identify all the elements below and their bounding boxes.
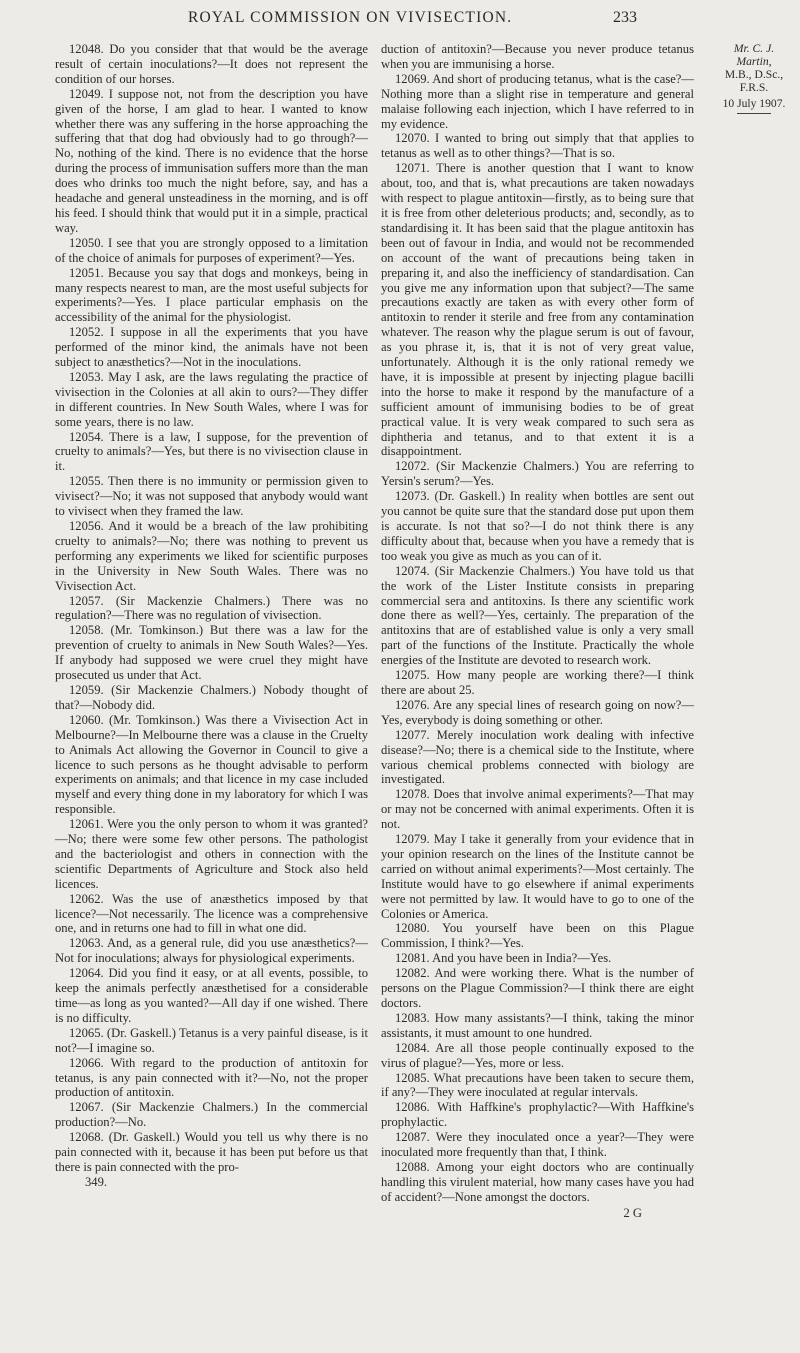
evidence-paragraph: 12081. And you have been in India?—Yes. [395,951,612,966]
witness-sidenote [712,42,796,114]
evidence-paragraph: 12062. Was the use of anæsthetics imposed by that licence?—Not necessarily. The licence was a comprehensive one, and in returns one had to fill in what one did. [55,891,368,936]
evidence-paragraph: 12060. (Mr. Tomkinson.) Was there a Vivisection Act in Melbourne?—In Melbourne there was a clause in the Cruelty to Animals Act allowing the Governor in Council to give a licence to such persons as he thought advisable to perform experiments on animals; and that licence in my case included myself and every thing done in my laboratory for which I was responsible. [55,712,368,817]
evidence-paragraph: 12087. Were they inoculated once a year?—They were inoculated more frequently than that, I think. [381,1130,694,1160]
evidence-paragraph: 12075. How many people are working there?—I think there are about 25. [381,668,694,697]
evidence-paragraph: 12070. I wanted to bring out simply that that applies to tetanus as well as to other things?—That is so. [381,131,694,161]
evidence-paragraph: 12061. Were you the only person to whom it was granted?—No; there were some few other persons. The pathologist and the bacteriologist and others in connection with the scientific Departments of Agriculture and Stock also held licences. [55,817,368,891]
evidence-paragraph: 12077. Merely inoculation work dealing with infective disease?—No; there is a chemical side to the Institute, where various chemical problems connected with biology are investigated. [381,727,694,787]
evidence-paragraph: 12068. (Dr. Gaskell.) Would you tell us why there is no pain connected with it, because it has been put before us that there is pain connected with the pro- [55,1130,368,1174]
evidence-paragraph: 12083. How many assistants?—I think, taking the minor assistants, it must amount to one hundred. [381,1010,694,1040]
evidence-paragraph: 12085. What precautions have been taken to secure them, if any?—They were inoculated at regular intervals. [381,1070,694,1100]
evidence-paragraph: 12079. May I take it generally from your evidence that in your opinion research on the lines of the Institute cannot be carried on without animal experiments?—Most certainly. The Institute would have to go elsewhere if animal experiments were not permitted by law. It would have to go to one of the Colonies or America. [381,832,694,921]
evidence-paragraph: 12078. Does that involve animal experiments?—That may or may not be concerned with animal experiments. Often it is not. [381,787,694,832]
evidence-paragraph: 12055. Then there is no immunity or permission given to vivisect?—No; it was not supposed that anybody would want to vivisect when they framed the law. [55,474,368,519]
evidence-paragraph: duction of antitoxin?—Because you never produce tetanus when you are immunising a horse. [381,42,694,71]
running-title: ROYAL COMMISSION ON VIVISECTION. [188,9,513,26]
witness-name-line1: Mr. C. J. [733,42,775,55]
witness-degrees-line2: F.R.S. [739,81,769,94]
evidence-paragraph: 12051. Because you say that dogs and monkeys, being in many respects nearest to man, are the most useful subjects for experiments?—Yes. I place particular emphasis on the accessibility of the animal for the physiologist. [55,265,368,325]
witness-degrees-line1: M.B., D.Sc., [724,68,784,81]
evidence-paragraph: 12065. (Dr. Gaskell.) Tetanus is a very painful disease, is it not?—I imagine so. [55,1025,368,1055]
evidence-paragraph: 12054. There is a law, I suppose, for the prevention of cruelty to animals?—Yes, but there is no vivisection clause in it. [55,429,368,474]
evidence-paragraph: 12084. Are all those people continually exposed to the virus of plague?—Yes, more or less. [381,1040,694,1070]
hearing-date: 10 July 1907. [722,97,786,110]
evidence-paragraph: 12049. I suppose not, not from the description you have given of the horse, I am glad to hear. I wanted to know whether there was any suffering in the horse approaching the suffering that that dog had obviously had to go through?—No, nothing of the kind. There is no evidence that the horse during the process of immunisation suffers more than the man does who drinks too much the night before, say, and has a headache and general unsteadiness in the morning, and is off his feed. I should think that would put it in a simple, practical way. [55,86,368,235]
evidence-paragraph: 12050. I see that you are strongly opposed to a limitation of the choice of animals for purposes of experiment?—Yes. [55,235,368,265]
evidence-paragraph: 12053. May I ask, are the laws regulating the practice of vivisection in the Colonies at all akin to ours?—They differ in different countries. In New South Wales, where I was for some years, there is no law. [55,369,368,429]
evidence-paragraph: 12076. Are any special lines of research going on now?—Yes, everybody is doing something or other. [381,697,694,727]
evidence-paragraph: 12069. And short of producing tetanus, what is the case?—Nothing more than a slight rise in temperature and general malaise following each injection, which I have referred to in my evidence. [381,71,694,131]
evidence-paragraph: 12073. (Dr. Gaskell.) In reality when bottles are sent out you cannot be quite sure that the standard dose put upon them is accurate. Is not that so?—I do not think there is any difficulty about that, because when you have a remedy that is too weak you give as much as you can of it. [381,489,694,563]
evidence-paragraph: 12057. (Sir Mackenzie Chalmers.) There was no regulation?—There was no regulation of vivisection. [55,593,368,623]
evidence-paragraph: 12082. And were working there. What is the number of persons on the Plague Commission?—I think there are eight doctors. [381,966,694,1010]
evidence-paragraph: 12088. Among your eight doctors who are continually handling this virulent material, how many cases have you had of accident?—None amongst the doctors. [381,1159,694,1204]
evidence-paragraph: 12086. With Haffkine's prophylactic?—With Haffkine's prophylactic. [381,1100,694,1130]
evidence-paragraph: 12072. (Sir Mackenzie Chalmers.) You are referring to Yersin's serum?—Yes. [381,459,694,489]
evidence-paragraph: 12059. (Sir Mackenzie Chalmers.) Nobody thought of that?—Nobody did. [55,682,368,712]
evidence-paragraph: 12067. (Sir Mackenzie Chalmers.) In the commercial production?—No. [55,1100,368,1130]
page-number: 233 [613,9,637,26]
page-header [0,9,800,33]
evidence-paragraph: 12064. Did you find it easy, or at all events, possible, to keep the animals perfectly anæsthetised for a considerable time—as long as you wanted?—All day if one wished. There is no difficulty. [55,966,368,1025]
evidence-paragraph: 12058. (Mr. Tomkinson.) But there was a law for the prevention of cruelty to animals in New South Wales?—Yes. If anybody had supposed we were cruel they might have prosecuted us under that Act. [55,623,368,683]
evidence-paragraph: 12048. Do you consider that that would be the average result of certain inoculations?—It does not represent the condition of our horses. [55,42,368,86]
witness-name-line2: Martin, [736,55,772,68]
left-column [55,42,368,1190]
signature-mark-left: 349. [85,1174,108,1189]
evidence-paragraph: 12066. With regard to the production of antitoxin for tetanus, is any pain connected with it?—No, not the proper production of antitoxin. [55,1055,368,1100]
evidence-paragraph: 12052. I suppose in all the experiments that you have performed of the minor kind, the animals have not been subject to anæsthetics?—Not in the inoculations. [55,325,368,370]
signature-mark-right: 2 G [623,1205,642,1220]
evidence-paragraph: 12063. And, as a general rule, did you use anæsthetics?—Not for inoculations; always for physiological experiments. [55,936,368,966]
sidenote-rule [737,113,771,114]
right-column [381,42,694,1221]
evidence-paragraph: 12056. And it would be a breach of the law prohibiting cruelty to animals?—No; there was nothing to prevent us performing any experiments we liked for scientific purposes in the University in New South Wales. There was no Vivisection Act. [55,519,368,593]
evidence-paragraph: 12074. (Sir Mackenzie Chalmers.) You have told us that the work of the Lister Institute consists in preparing commercial sera and antitoxins. Is there any scientific work done there as well?—Yes, certainly. The preparation of the antitoxins that are of established value is only a very small part of the functions of the Institute. Practically the whole energies of the Institute are devoted to research work. [381,563,694,668]
evidence-paragraph: 12080. You yourself have been on this Plague Commission, I think?—Yes. [381,921,694,951]
evidence-paragraph: 12071. There is another question that I want to know about, too, and that is, what precautions are taken nowadays with respect to plague antitoxin—firstly, as to being sure that it is free from other deleterious products; and, secondly, as to standardising it. It has been said that the plague antitoxin has been out of favour in India, and would not be recommended on account of the want of precautions being taken in preparing it, and also the inefficiency of standardisation. Can you give me any information upon that subject?—The same precautions exactly are taken as with every other form of antitoxin to render it sterile and free from any contamination whatever. The reason why the plague serum is out of favour, as you phrase it, is, that it is not of very great value, unfortunately. Although it is the only rational remedy we have, it is impossible at present by injecting plague bacilli into the horse to make it respond by the manufacture of a sufficient amount of immunising bodies to be of great practical value. It is very weak compared to such sera as diphtheria and tetanus, and to that extent it is a disappointment. [381,161,694,459]
